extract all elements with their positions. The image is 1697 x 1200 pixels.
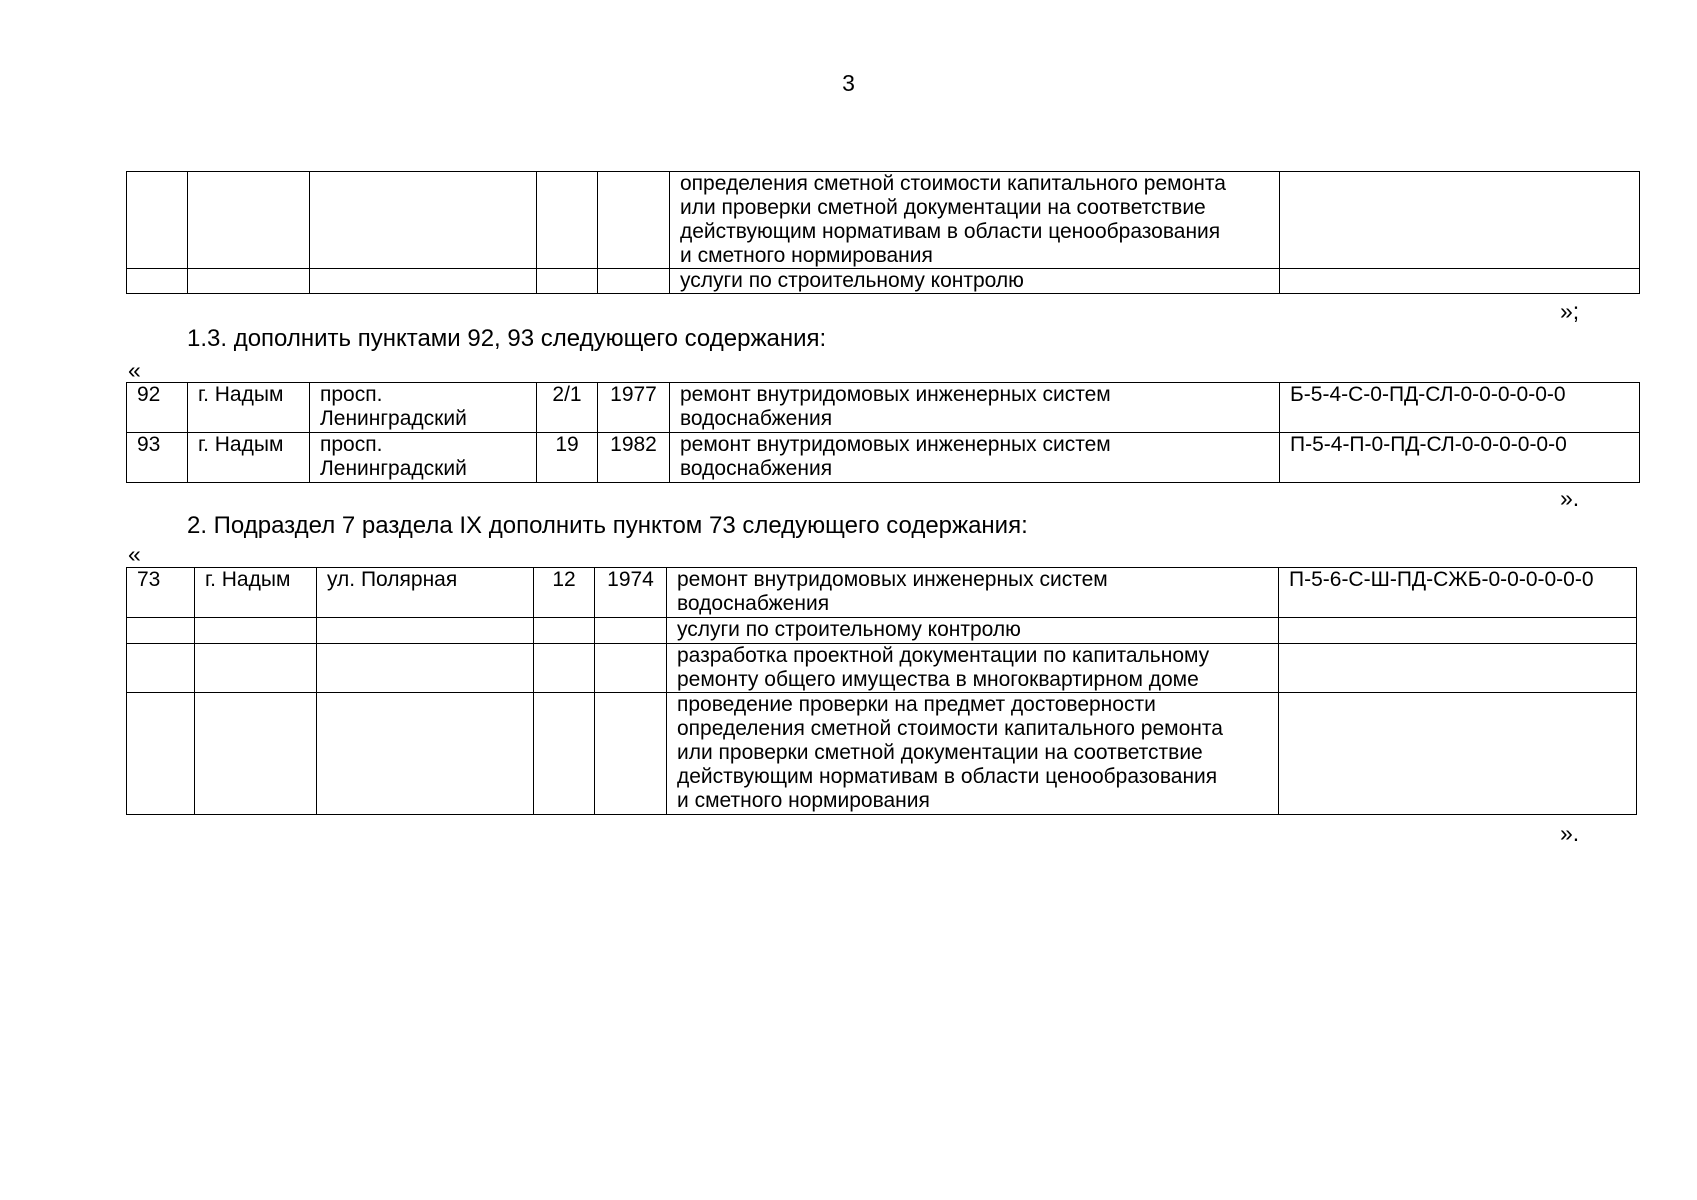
cell-year: 1982 bbox=[598, 433, 670, 483]
table-items-92-93 bbox=[126, 382, 1640, 483]
cell-year: 1974 bbox=[595, 568, 667, 618]
cell-year bbox=[595, 693, 667, 815]
paragraph-amendment-1-3: 1.3. дополнить пунктами 92, 93 следующего содержания: bbox=[187, 325, 827, 352]
table-row bbox=[127, 618, 1637, 644]
cell-num: 92 bbox=[127, 383, 188, 433]
cell-work: определения сметной стоимости капитального ремонта или проверки сметной документации на соответствие действующим нормативам в области ценообразования и сметного нормирования bbox=[670, 172, 1280, 269]
cell-street: просп. Ленинградский bbox=[310, 383, 537, 433]
cell-work: услуги по строительному контролю bbox=[667, 618, 1279, 644]
cell-house bbox=[534, 693, 595, 815]
table-row bbox=[127, 383, 1640, 433]
cell-year bbox=[598, 172, 670, 269]
cell-code bbox=[1279, 618, 1637, 644]
cell-house bbox=[534, 644, 595, 693]
open-quote: « bbox=[128, 541, 141, 567]
cell-num bbox=[127, 693, 195, 815]
cell-street bbox=[317, 644, 534, 693]
cell-year bbox=[595, 644, 667, 693]
cell-code: П-5-6-С-Ш-ПД-СЖБ-0-0-0-0-0-0 bbox=[1279, 568, 1637, 618]
cell-house: 12 bbox=[534, 568, 595, 618]
cell-num: 93 bbox=[127, 433, 188, 483]
cell-num: 73 bbox=[127, 568, 195, 618]
cell-num bbox=[127, 618, 195, 644]
table-row bbox=[127, 568, 1637, 618]
paragraph-amendment-2: 2. Подраздел 7 раздела IX дополнить пунктом 73 следующего содержания: bbox=[187, 512, 1028, 539]
cell-work: ремонт внутридомовых инженерных систем водоснабжения bbox=[670, 433, 1280, 483]
cell-code: П-5-4-П-0-ПД-СЛ-0-0-0-0-0-0 bbox=[1280, 433, 1640, 483]
cell-city bbox=[195, 618, 317, 644]
cell-house bbox=[537, 269, 598, 294]
cell-year bbox=[598, 269, 670, 294]
cell-num bbox=[127, 269, 188, 294]
close-quote: ». bbox=[1560, 820, 1580, 846]
cell-city bbox=[195, 693, 317, 815]
cell-code bbox=[1280, 172, 1640, 269]
cell-house: 2/1 bbox=[537, 383, 598, 433]
table-item-73 bbox=[126, 567, 1637, 815]
cell-work: ремонт внутридомовых инженерных систем водоснабжения bbox=[670, 383, 1280, 433]
cell-street bbox=[310, 172, 537, 269]
cell-work: проведение проверки на предмет достоверности определения сметной стоимости капитального ремонта или проверки сметной документации на соответствие действующим нормативам в области ценообразования и сметного нормирования bbox=[667, 693, 1279, 815]
close-quote: »; bbox=[1560, 298, 1580, 324]
cell-street bbox=[310, 269, 537, 294]
cell-street bbox=[317, 618, 534, 644]
open-quote: « bbox=[128, 357, 141, 383]
cell-code bbox=[1280, 269, 1640, 294]
cell-city: г. Надым bbox=[195, 568, 317, 618]
table-row bbox=[127, 644, 1637, 693]
cell-code bbox=[1279, 644, 1637, 693]
table-row bbox=[127, 172, 1640, 269]
cell-city bbox=[188, 172, 310, 269]
cell-city: г. Надым bbox=[188, 433, 310, 483]
cell-code: Б-5-4-С-0-ПД-СЛ-0-0-0-0-0-0 bbox=[1280, 383, 1640, 433]
table-row bbox=[127, 269, 1640, 294]
cell-num bbox=[127, 644, 195, 693]
cell-city: г. Надым bbox=[188, 383, 310, 433]
table-row bbox=[127, 433, 1640, 483]
table-continued bbox=[126, 171, 1640, 294]
cell-work: разработка проектной документации по капитальному ремонту общего имущества в многоквартирном доме bbox=[667, 644, 1279, 693]
cell-city bbox=[195, 644, 317, 693]
cell-code bbox=[1279, 693, 1637, 815]
cell-house: 19 bbox=[537, 433, 598, 483]
cell-work: ремонт внутридомовых инженерных систем водоснабжения bbox=[667, 568, 1279, 618]
cell-house bbox=[534, 618, 595, 644]
cell-street: просп. Ленинградский bbox=[310, 433, 537, 483]
table-row bbox=[127, 693, 1637, 815]
cell-house bbox=[537, 172, 598, 269]
page-number: 3 bbox=[842, 70, 855, 96]
cell-num bbox=[127, 172, 188, 269]
close-quote: ». bbox=[1560, 485, 1580, 511]
cell-city bbox=[188, 269, 310, 294]
cell-year bbox=[595, 618, 667, 644]
cell-street bbox=[317, 693, 534, 815]
cell-work: услуги по строительному контролю bbox=[670, 269, 1280, 294]
cell-year: 1977 bbox=[598, 383, 670, 433]
cell-street: ул. Полярная bbox=[317, 568, 534, 618]
